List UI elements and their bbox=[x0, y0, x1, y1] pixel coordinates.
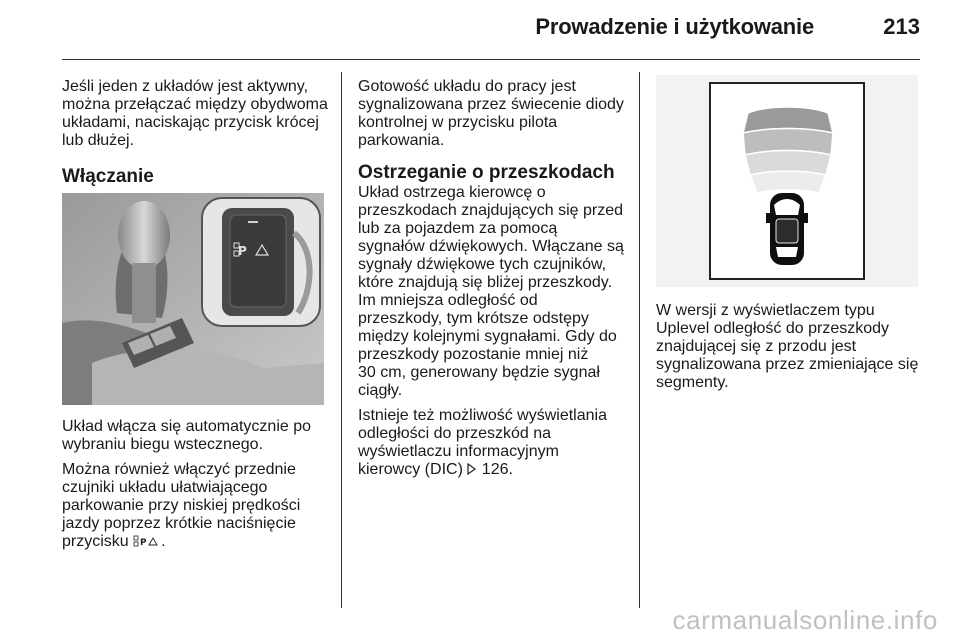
page-reference-arrow-icon bbox=[467, 462, 477, 480]
paragraph-dic-display: Istnieje też możliwość wyświetlania odległości do przeszkód na wyświetlaczu informacyjnym kierowcy (DIC) 126. bbox=[358, 407, 607, 478]
page-reference-link[interactable]: 126. bbox=[481, 461, 513, 478]
section-heading-obstacle-warning: Ostrzeganie o przeszkodach bbox=[358, 162, 615, 183]
paragraph-manual-activation: Można również włączyć przednie czujniki układu ułatwiającego parkowanie przy niskiej prędkości jazdy poprzez krótkie naciśnięcie przycisku P . bbox=[62, 461, 301, 550]
section-heading-wlaczanie: Włączanie bbox=[62, 166, 154, 187]
header-divider bbox=[62, 59, 920, 60]
paragraph-readiness: Gotowość układu do pracy jest sygnalizowana przez świecenie diody kontrolnej w przycisku pilota parkowania. bbox=[358, 78, 624, 149]
paragraph-uplevel-display: W wersji z wyświetlaczem typu Uplevel odległość do przeszkody znajdującej się z przodu jest sygnalizowana przez zmieniające się segmenty. bbox=[656, 302, 919, 391]
column-3 bbox=[656, 302, 926, 399]
intro-paragraph: Jeśli jeden z układów jest aktywny, można przełączać między obydwoma układami, naciskając przycisk krócej lub dłużej. bbox=[62, 78, 328, 149]
paragraph-auto-activation: Układ włącza się automatycznie po wybraniu biegu wstecznego. bbox=[62, 418, 312, 453]
column-divider bbox=[639, 72, 640, 608]
gear-lever-photo bbox=[62, 193, 324, 405]
column-1 bbox=[62, 78, 332, 188]
page-number: 213 bbox=[883, 14, 920, 39]
column-divider bbox=[341, 72, 342, 608]
header-title: Prowadzenie i użytkowanie bbox=[535, 14, 814, 39]
column-2 bbox=[358, 78, 628, 487]
paragraph-obstacle-warning: Układ ostrzega kierowcę o przeszkodach znajdujących się przed lub za pojazdem za pomocą sygnałów dźwiękowych. Włączane są sygnały dźwiękowe tych czujników, które znajdują się bliżej przeszkody. Im mniejsza odległość od przeszkody, tym krótsze odstępy między kolejnymi sygnałami. Gdy do przeszkody pozostanie mniej niż 30 cm, generowany będzie sygnał ciągły. bbox=[358, 184, 624, 399]
watermark: carmanualsonline.info bbox=[672, 605, 938, 635]
park-assist-button-icon bbox=[133, 534, 161, 552]
svg-text:P: P bbox=[238, 244, 247, 258]
column-1-body bbox=[62, 418, 332, 559]
svg-text:P: P bbox=[140, 538, 147, 547]
parking-sensor-display-figure bbox=[656, 75, 918, 287]
